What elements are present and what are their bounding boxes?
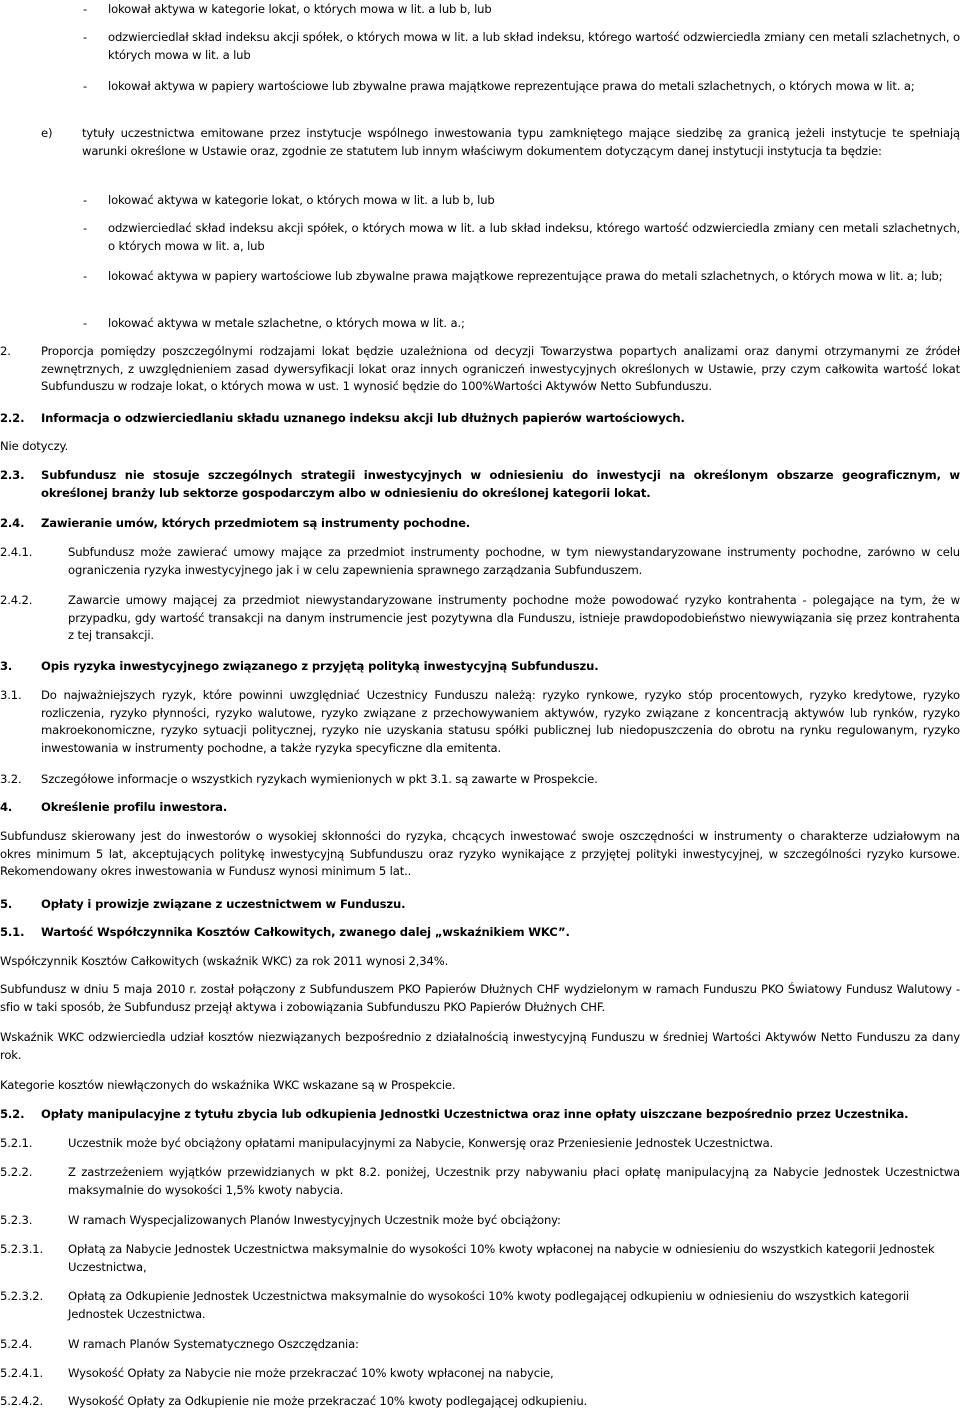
section-heading: Opis ryzyka inwestycyjnego związanego z przyjętą polityką inwestycyjną Subfunduszu. xyxy=(41,659,599,673)
section-number: 2.3. xyxy=(0,468,25,482)
section-number: 2. xyxy=(0,344,11,358)
list-item: odzwierciedlał skład indeksu akcji spółek, o których mowa w lit. a lub skład indeksu, którego wartość odzwierciedla zmiany cen metali szlachetnych, o których mowa w lit. a lub xyxy=(108,30,960,62)
paragraph: Współczynnik Kosztów Całkowitych (wskaźnik WKC) za rok 2011 wynosi 2,34%. xyxy=(0,954,449,968)
paragraph: Subfundusz w dniu 5 maja 2010 r. został połączony z Subfunduszem PKO Papierów Dłużnych CHF wydzielonym w ramach Funduszu PKO Światowy Fundusz Walutowy - sfio w taki sposób, że Subfundusz przejął aktywa i zobowiązania Subfunduszu PKO Papierów Dłużnych CHF. xyxy=(0,982,960,1014)
section-number: 5.2.4.1. xyxy=(0,1366,44,1380)
section-heading: Informacja o odzwierciedlaniu składu uznanego indeksu akcji lub dłużnych papierów wartościowych. xyxy=(41,411,685,425)
list-item: lokować aktywa w papiery wartościowe lub zbywalne prawa majątkowe reprezentujące prawa do metali szlachetnych, o których mowa w lit. a; lub; xyxy=(108,269,943,283)
section-heading: Subfundusz nie stosuje szczególnych strategii inwestycyjnych w odniesieniu do inwestycji na określonym obszarze geograficznym, w określonej branży lub sektorze gospodarczym albo w odniesieniu do określonej kategorii lokat. xyxy=(41,468,960,500)
section-number: 2.4.1. xyxy=(0,545,33,559)
section-text: Opłatą za Nabycie Jednostek Uczestnictwa maksymalnie do wysokości 10% kwoty wpłaconej na nabycie w odniesieniu do wszystkich kategorii Jednostek Uczestnictwa, xyxy=(68,1242,935,1274)
section-heading: Określenie profilu inwestora. xyxy=(41,800,228,814)
list-dash: - xyxy=(83,79,88,93)
section-2-text: Proporcja pomiędzy poszczególnymi rodzajami lokat będzie uzależniona od decyzji Towarzystwa popartych analizami oraz danymi otrzymanymi ze źródeł zewnętrznych, z uwzględnieniem zasad dywersyfikacji lokat oraz innych ograniczeń inwestycyjnych określonych w Ustawie, przy czym całkowita wartość lokat Subfunduszu w rodzaje lokat, o których mowa w ust. 1 wynosić będzie do 100%Wartości Aktywów Netto Subfunduszu. xyxy=(41,344,960,393)
section-text: Do najważniejszych ryzyk, które powinni uwzględniać Uczestnicy Funduszu należą: ryzyko rynkowe, ryzyko stóp procentowych, ryzyko kredytowe, ryzyko rozliczenia, ryzyko płynności, ryzyko walutowe, ryzyko związane z przechowywaniem aktywów, ryzyko związane z koncentracją aktywów lub rynków, ryzyko makroekonomiczne, ryzyko sytuacji politycznej, ryzyko nie uzyskania statusu spółki publicznej lub niedopuszczenia do obrotu na rynku regulowanym, ryzyko inwestowania w instrumenty pochodne, a także ryzyka specyficzne dla emitenta. xyxy=(41,688,960,755)
section-heading: Wartość Współczynnika Kosztów Całkowitych, zwanego dalej „wskaźnikiem WKC”. xyxy=(41,925,570,939)
paragraph: Wskaźnik WKC odzwierciedla udział kosztów niezwiązanych bezpośrednio z działalnością inwestycyjną Funduszu w średniej Wartości Aktywów Netto Funduszu za dany rok. xyxy=(0,1030,960,1062)
paragraph: Kategorie kosztów niewłączonych do wskaźnika WKC wskazane są w Prospekcie. xyxy=(0,1078,456,1092)
list-dash: - xyxy=(83,221,88,235)
section-heading: Opłaty manipulacyjne z tytułu zbycia lub odkupienia Jednostki Uczestnictwa oraz inne opłaty uiszczane bezpośrednio przez Uczestnika. xyxy=(41,1107,909,1121)
section-number: 5. xyxy=(0,897,13,911)
item-letter: e) xyxy=(41,126,53,140)
section-text: Subfundusz może zawierać umowy mające za przedmiot instrumenty pochodne, w tym niewystandaryzowane instrumenty pochodne, zarówno w celu ograniczenia ryzyka inwestycyjnego jak i w celu zapewnienia sprawnego zarządzania Subfunduszem. xyxy=(68,545,960,577)
list-dash: - xyxy=(83,316,88,330)
section-text: Wysokość Opłaty za Odkupienie nie może przekraczać 10% kwoty podlegającej odkupieniu. xyxy=(68,1394,588,1408)
section-number: 5.2.1. xyxy=(0,1136,33,1150)
section-number: 3.2. xyxy=(0,772,22,786)
section-text: Opłatą za Odkupienie Jednostek Uczestnictwa maksymalnie do wysokości 10% kwoty podlegającej odkupieniu w odniesieniu do wszystkich kategorii Jednostek Uczestnictwa. xyxy=(68,1289,910,1321)
item-e-text: tytuły uczestnictwa emitowane przez instytucje wspólnego inwestowania typu zamkniętego mające siedzibę za granicą jeżeli instytucje te spełniają warunki określone w Ustawie oraz, zgodnie ze statutem lub innym właściwym dokumentem dotyczącym danej instytucji instytucja ta będzie: xyxy=(82,126,960,158)
list-dash: - xyxy=(83,269,88,283)
section-heading: Zawieranie umów, których przedmiotem są instrumenty pochodne. xyxy=(41,516,471,530)
section-text: Wysokość Opłaty za Nabycie nie może przekraczać 10% kwoty wpłaconej na nabycie, xyxy=(68,1366,554,1380)
section-number: 5.2.4.2. xyxy=(0,1394,44,1408)
section-number: 5.2.3.1. xyxy=(0,1242,44,1256)
section-text: Szczegółowe informacje o wszystkich ryzykach wymienionych w pkt 3.1. są zawarte w Prospekcie. xyxy=(41,772,598,786)
list-item: lokował aktywa w kategorie lokat, o których mowa w lit. a lub b, lub xyxy=(108,2,492,16)
section-number: 5.2.3. xyxy=(0,1213,33,1227)
section-number: 3. xyxy=(0,659,13,673)
list-dash: - xyxy=(83,2,88,16)
list-item: lokować aktywa w metale szlachetne, o których mowa w lit. a.; xyxy=(108,316,465,330)
section-number: 5.2.2. xyxy=(0,1165,33,1179)
list-item: lokował aktywa w papiery wartościowe lub zbywalne prawa majątkowe reprezentujące prawa do metali szlachetnych, o których mowa w lit. a; xyxy=(108,79,915,93)
section-number: 2.4.2. xyxy=(0,593,33,607)
section-text: W ramach Wyspecjalizowanych Planów Inwestycyjnych Uczestnik może być obciążony: xyxy=(68,1213,561,1227)
section-number: 2.2. xyxy=(0,411,25,425)
section-text: Uczestnik może być obciążony opłatami manipulacyjnymi za Nabycie, Konwersję oraz Przeniesienie Jednostek Uczestnictwa. xyxy=(68,1136,774,1150)
paragraph: Subfundusz skierowany jest do inwestorów o wysokiej skłonności do ryzyka, chcących inwestować swoje oszczędności w instrumenty o charakterze udziałowym na okres minimum 5 lat, akceptujących politykę inwestycyjną Subfunduszu oraz ryzyko wynikające z przyjętej polityki inwestycyjnej, w szczególności ryzyko kursowe. Rekomendowany okres inwestowania w Fundusz wynosi minimum 5 lat.. xyxy=(0,829,960,878)
section-number: 5.2.3.2. xyxy=(0,1289,44,1303)
list-dash: - xyxy=(83,193,88,207)
paragraph: Nie dotyczy. xyxy=(0,439,69,453)
section-number: 5.2. xyxy=(0,1107,25,1121)
section-number: 5.2.4. xyxy=(0,1337,33,1351)
section-number: 5.1. xyxy=(0,925,25,939)
section-text: W ramach Planów Systematycznego Oszczędzania: xyxy=(68,1337,359,1351)
section-number: 4. xyxy=(0,800,13,814)
section-heading: Opłaty i prowizje związane z uczestnictwem w Funduszu. xyxy=(41,897,406,911)
list-item: lokować aktywa w kategorie lokat, o których mowa w lit. a lub b, lub xyxy=(108,193,495,207)
section-text: Z zastrzeżeniem wyjątków przewidzianych w pkt 8.2. poniżej, Uczestnik przy nabywaniu płaci opłatę manipulacyjną za Nabycie Jednostek Uczestnictwa maksymalnie do wysokości 1,5% kwoty nabycia. xyxy=(68,1165,960,1197)
list-dash: - xyxy=(83,30,88,44)
section-number: 3.1. xyxy=(0,688,22,702)
section-text: Zawarcie umowy mającej za przedmiot niewystandaryzowane instrumenty pochodne może powodować ryzyko kontrahenta - polegające na tym, że w przypadku, gdy wartość transakcji na danym instrumencie jest pozytywna dla Funduszu, istnieje prawdopodobieństwo niewywiązania się przez kontrahenta z tej transakcji. xyxy=(68,593,960,642)
list-item: odzwierciedlać skład indeksu akcji spółek, o których mowa w lit. a lub skład indeksu, którego wartość odzwierciedla zmiany cen metali szlachetnych, o których mowa w lit. a, lub xyxy=(108,221,960,253)
section-number: 2.4. xyxy=(0,516,25,530)
